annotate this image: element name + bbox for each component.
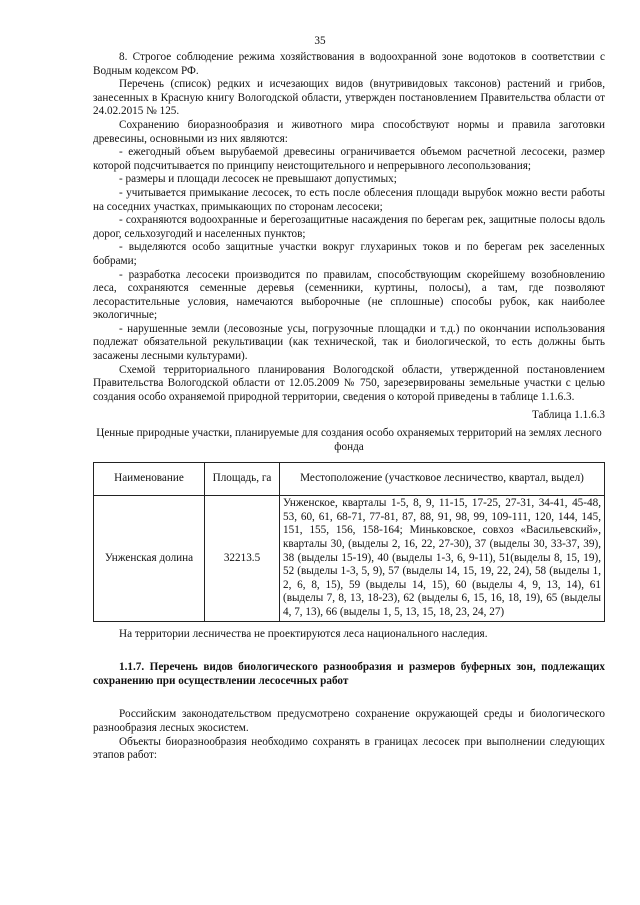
- table-title: Ценные природные участки, планируемые для создания особо охраняемых территорий на землях лесного фонда: [96, 427, 602, 453]
- header-area: Площадь, га: [205, 463, 280, 496]
- note-paragraph: На территории лесничества не проектируются леса национального наследия.: [119, 627, 488, 640]
- page-number: 35: [314, 35, 326, 47]
- list-item: - разработка лесосеки производится по правилам, способствующим скорейшему возобновлению леса, сохраняются семенные деревья (семенники, куртины, полосы), а там, где позволяют лесорастительные условия, намечаются выборочные (не сплошные) способы рубок, как наиболее экологичные;: [93, 268, 605, 322]
- list-item: - выделяются особо защитные участки вокруг глухариных токов и по берегам рек заселенных бобрами;: [93, 241, 605, 267]
- list-item: - ежегодный объем вырубаемой древесины ограничивается объемом расчетной лесосеки, размер которой подсчитывается по принципу неистощительного и непрерывного лесопользования;: [93, 146, 605, 172]
- paragraph: Схемой территориального планирования Вологодской области, утвержденной постановлением Правительства Вологодской области от 12.05.2009 № 750, зарезервированы земельные участки с целью создания особо охраняемой природной территории, сведения о которой приведены в таблице 1.1.6.3.: [93, 363, 605, 403]
- protected-areas-table: [93, 462, 605, 621]
- cell-location: Унженское, кварталы 1-5, 8, 9, 11-15, 17-25, 27-31, 34-41, 45-48, 53, 60, 61, 68-71, 77-81, 87, 88, 91, 98, 99, 109-111, 120, 144, 145, 151, 155, 156, 158-164; Миньковское, совхоз «Васильевский», кварталы 30, (выделы 2, 16, 22, 27-30), 37 (выделы 30, 33-37, 39), 38 (выделы 15-19), 40 (выделы 1-3, 6, 9-11), 51(выделы 8, 15, 19), 52 (выделы 1-3, 5, 9), 57 (выделы 14, 15, 19, 22, 24), 58 (выделы 1, 2, 6, 8, 15), 59 (выделы 14, 15), 60 (выделы 4, 9, 13, 14), 61 (выделы 7, 8, 13, 18-23), 62 (выделы 6, 15, 16, 18, 19), 65 (выделы 4, 7, 13), 66 (выделы 1, 5, 13, 15, 18, 23, 24, 27): [280, 496, 605, 621]
- table-header-row: [94, 463, 605, 496]
- list-item: - нарушенные земли (лесовозные усы, погрузочные площадки и т.д.) по окончании использования подлежат обязательной рекультивации (как технической, так и биологической, то есть должны быть засажены лесными культурами).: [93, 322, 605, 363]
- list-item: - учитывается примыкание лесосек, то есть после облесения площади вырубок можно вести работы на соседних участках, примыкающих по сторонам лесосеки;: [93, 186, 605, 213]
- paragraph: Сохранению биоразнообразия и животного мира способствуют нормы и правила заготовки древесины, основными из них являются:: [93, 118, 605, 145]
- section-heading: 1.1.7. Перечень видов биологического разнообразия и размеров буферных зон, подлежащих сохранению при осуществлении лесосечных работ: [93, 661, 605, 687]
- header-name: Наименование: [94, 463, 205, 496]
- table-row: [94, 496, 605, 621]
- paragraph: Объекты биоразнообразия необходимо сохранять в границах лесосек при выполнении следующих этапов работ:: [93, 735, 605, 762]
- list-item: - сохраняются водоохранные и берегозащитные насаждения по берегам рек, защитные полосы вдоль дорог, сельхозугодий и населенных пунктов;: [93, 214, 605, 240]
- paragraph: 8. Строгое соблюдение режима хозяйствования в водоохранной зоне водотоков в соответствии с Водным кодексом РФ.: [93, 51, 605, 77]
- table-caption: Таблица 1.1.6.3: [531, 409, 605, 422]
- paragraph: Российским законодательством предусмотрено сохранение окружающей среды и биологического разнообразия лесных экосистем.: [93, 708, 605, 734]
- list-item: - размеры и площади лесосек не превышают допустимых;: [119, 173, 397, 186]
- cell-area: 32213.5: [205, 496, 280, 621]
- header-location: Местоположение (участковое лесничество, квартал, выдел): [280, 463, 605, 496]
- paragraph: Перечень (список) редких и исчезающих видов (внутривидовых таксонов) растений и грибов, занесенных в Красную книгу Вологодской области, утвержден постановлением Правительства области от 24.02.2015 № 125.: [93, 78, 605, 118]
- document-body: [93, 51, 605, 763]
- cell-name: Унженская долина: [94, 496, 205, 621]
